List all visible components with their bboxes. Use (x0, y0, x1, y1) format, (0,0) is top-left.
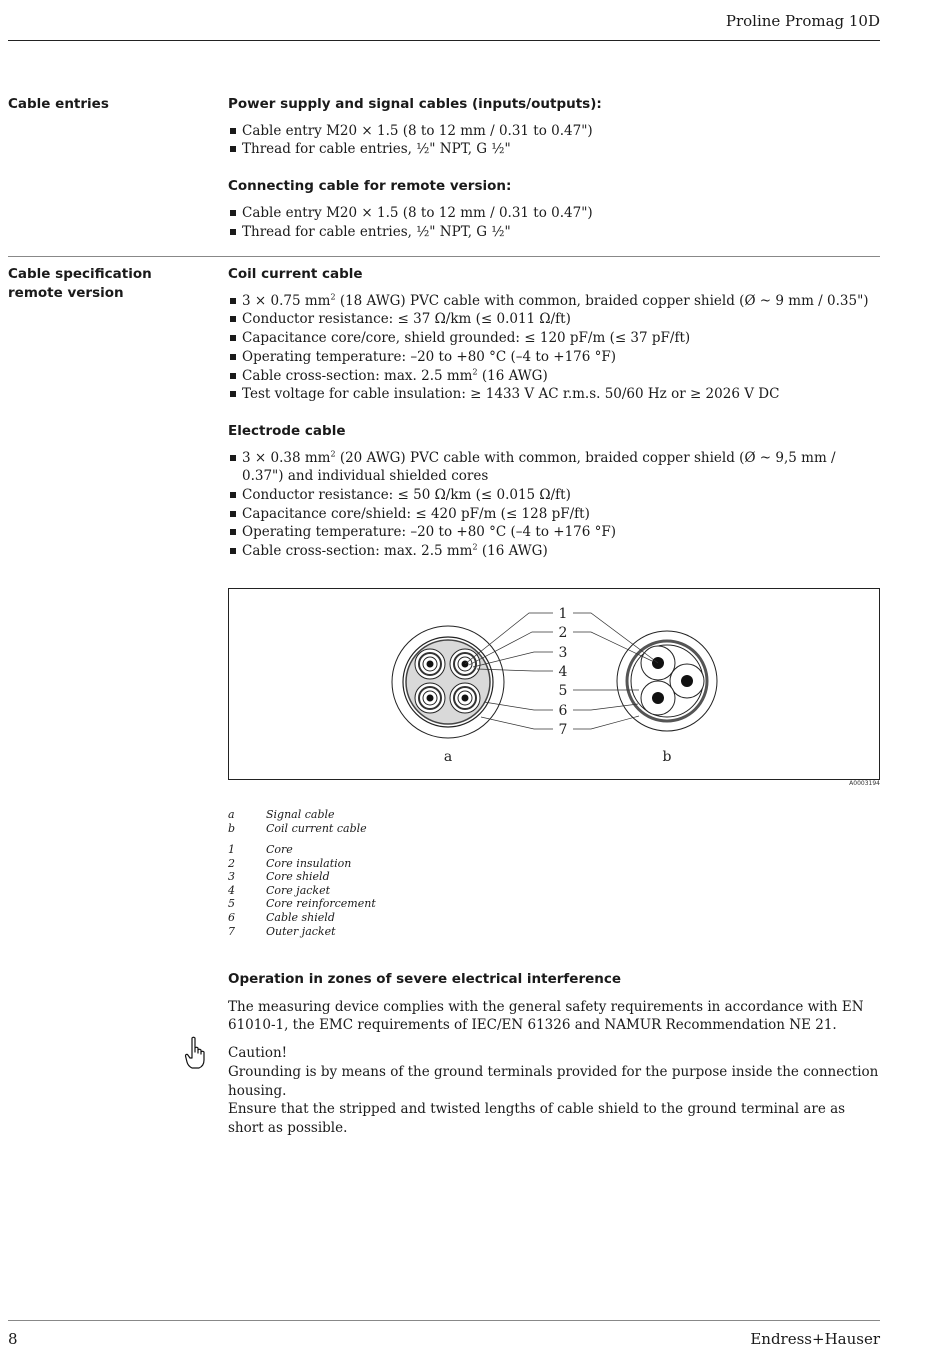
figure-label-a: a (443, 749, 453, 765)
interference-heading: Operation in zones of severe electrical interference (228, 971, 622, 987)
list-item: Thread for cable entries, ½" NPT, G ½" (228, 223, 880, 242)
cable-entries-label: Cable entries (8, 96, 109, 112)
signal-core (415, 683, 445, 713)
caution-line2: Ensure that the stripped and twisted lengths of cable shield to the ground terminal are as short as possible. (228, 1101, 846, 1136)
remote-cable-list (228, 204, 880, 241)
caution-hand-icon (184, 1036, 206, 1070)
signal-core (415, 649, 445, 679)
coil-core (670, 664, 704, 698)
footer-brand: Endress+Hauser (750, 1330, 880, 1348)
figure-number: 4 (558, 664, 568, 680)
list-item: Capacitance core/shield: ≤ 420 pF/m (≤ 128 pF/ft) (228, 505, 880, 524)
electrode-cable-heading: Electrode cable (228, 422, 346, 439)
cable-spec-label-line2: remote version (8, 285, 124, 301)
caution-line1: Grounding is by means of the ground terminals provided for the purpose inside the connection housing. (228, 1063, 879, 1099)
interference-section (228, 970, 884, 1138)
list-item: Conductor resistance: ≤ 50 Ω/km (≤ 0.015 Ω/ft) (228, 486, 880, 505)
signal-core (450, 683, 480, 713)
cable-spec-content (228, 265, 880, 561)
header-rule (8, 40, 880, 41)
list-item: Operating temperature: –20 to +80 °C (–4 to +176 °F) (228, 348, 880, 367)
section-divider (8, 256, 880, 257)
figure-number: 6 (558, 703, 568, 719)
coil-cable-list (228, 292, 880, 404)
figure-number: 5 (558, 683, 568, 699)
list-item: Conductor resistance: ≤ 37 Ω/km (≤ 0.011 Ω/ft) (228, 310, 880, 329)
list-item: Cable cross-section: max. 2.5 $mm^2$ (16 AWG) (228, 367, 880, 386)
legend-letters (228, 808, 367, 835)
list-item: Cable cross-section: max. 2.5 $mm^2$ (16 AWG) (228, 542, 880, 561)
electrode-cable-list (228, 449, 880, 561)
remote-cable-heading: Connecting cable for remote version: (228, 178, 512, 195)
cable-spec-label (8, 265, 218, 303)
signal-cable-drawing (392, 626, 504, 738)
interference-text: The measuring device complies with the general safety requirements in accordance with EN 61010-1, the EMC requirements of IEC/EN 61326 and NAMUR Recommendation NE 21. (228, 998, 864, 1034)
list-item: Capacitance core/core, shield grounded: ≤ 120 pF/m (≤ 37 pF/ft) (228, 329, 880, 348)
list-item: 3 × 0.75 $mm^2$ (18 AWG) PVC cable with common, braided copper shield (Ø ~ 9 mm / 0.35") (228, 292, 880, 311)
list-item: Cable entry M20 × 1.5 (8 to 12 mm / 0.31 to 0.47") (228, 122, 880, 141)
cable-spec-label-line1: Cable specification (8, 266, 152, 282)
coil-cable-drawing (617, 631, 717, 731)
cable-cross-section-figure (228, 588, 880, 780)
list-item: 3 × 0.38 $mm^2$ (20 AWG) PVC cable with common, braided copper shield (Ø ~ 9,5 mm / 0.37") and individual shielded cores (228, 449, 880, 486)
legend-item: 2 Core insulation (228, 856, 352, 870)
figure-code: A0003194 (849, 780, 880, 787)
page-number: 8 (8, 1330, 18, 1348)
figure-number: 2 (558, 625, 568, 641)
legend-item: b Coil current cable (228, 821, 367, 835)
legend-item: 6 Cable shield (228, 910, 335, 924)
legend-item: 4 Core jacket (228, 883, 331, 897)
legend-item: 1 Core (228, 843, 293, 856)
legend-item: 3 Core shield (228, 870, 330, 884)
figure-number: 1 (558, 606, 568, 622)
caution-title: Caution! (228, 1045, 288, 1062)
list-item: Thread for cable entries, ½" NPT, G ½" (228, 140, 880, 159)
figure-number: 7 (558, 722, 568, 738)
header-title: Proline Promag 10D (725, 12, 880, 30)
coil-core (641, 681, 675, 715)
figure-label-b: b (662, 749, 672, 765)
cable-entries-content (228, 95, 880, 241)
power-supply-heading: Power supply and signal cables (inputs/outputs): (228, 96, 602, 112)
list-item: Cable entry M20 × 1.5 (8 to 12 mm / 0.31 to 0.47") (228, 204, 880, 223)
figure-number: 3 (558, 645, 568, 661)
power-supply-list (228, 122, 880, 159)
legend-item: a Signal cable (228, 808, 335, 821)
legend-item: 7 Outer jacket (228, 924, 336, 938)
coil-cable-heading: Coil current cable (228, 266, 363, 282)
footer-rule (8, 1320, 880, 1321)
legend-numbers (228, 843, 376, 938)
list-item: Test voltage for cable insulation: ≥ 1433 V AC r.m.s. 50/60 Hz or ≥ 2026 V DC (228, 385, 880, 404)
legend-item: 5 Core reinforcement (228, 897, 376, 911)
cable-diagram (229, 589, 879, 779)
list-item: Operating temperature: –20 to +80 °C (–4 to +176 °F) (228, 523, 880, 542)
